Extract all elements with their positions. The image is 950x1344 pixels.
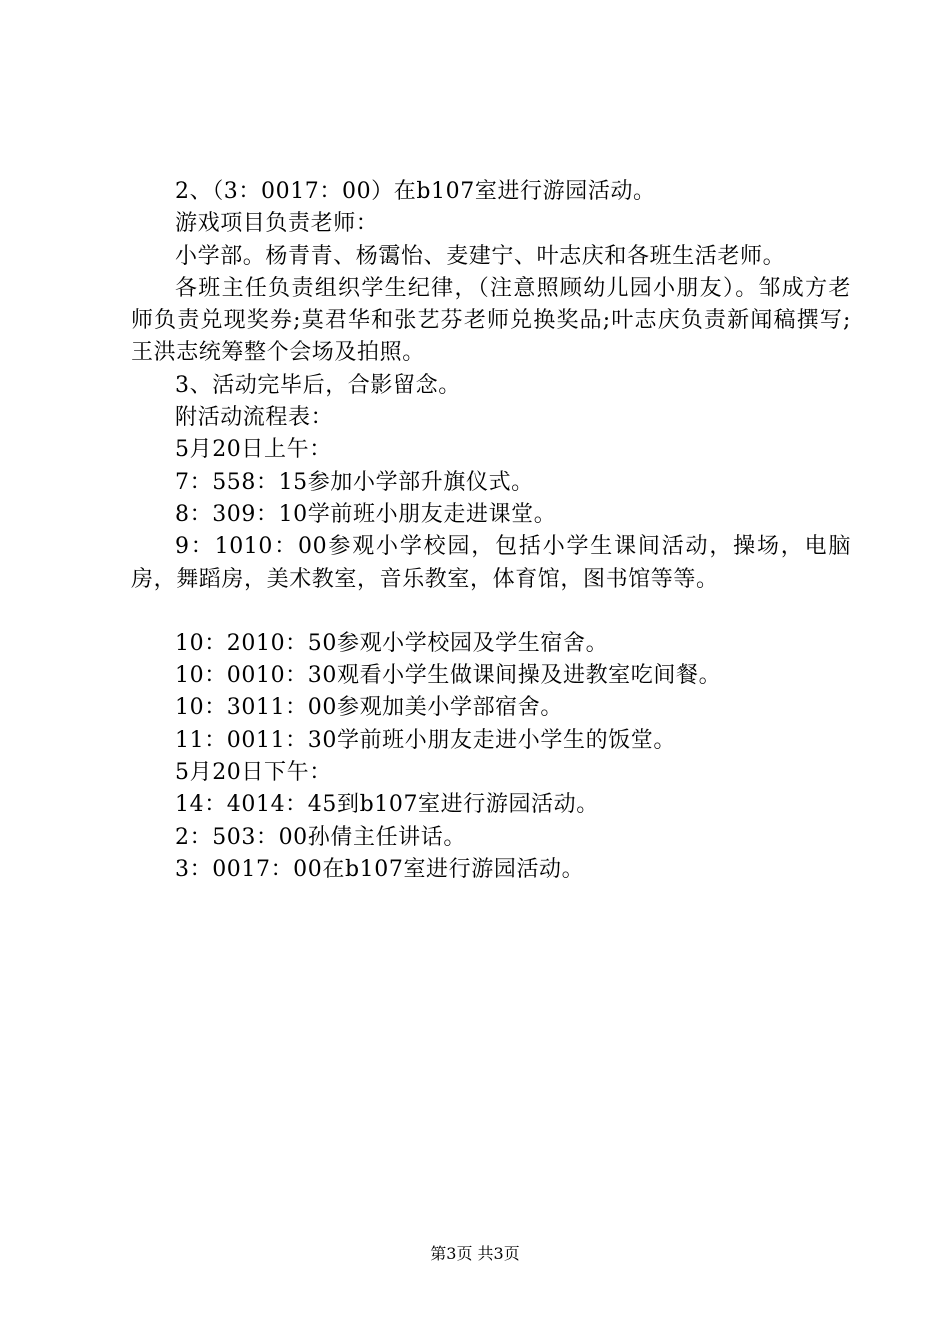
paragraph: 7：558：15参加小学部升旗仪式。 (175, 469, 534, 495)
paragraph: 3：0017：00在b107室进行游园活动。 (175, 856, 585, 882)
paragraph: 5月20日下午： (175, 760, 332, 786)
paragraph: 游戏项目负责老师： (175, 211, 379, 237)
paragraph: 2：503：00孙倩主任讲话。 (175, 824, 466, 850)
paragraph: 3、活动完毕后，合影留念。 (175, 372, 461, 398)
paragraph: 11：0011：30学前班小朋友走进小学生的饭堂。 (175, 727, 676, 753)
paragraph: 8：309：10学前班小朋友走进课堂。 (175, 501, 557, 527)
paragraph: 9：1010：00参观小学校园，包括小学生课间活动，操场，电脑房，舞蹈房，美术教室，音乐教室，体育馆，图书馆等等。 (131, 534, 851, 592)
paragraph: 10：0010：30观看小学生做课间操及进教室吃间餐。 (175, 663, 722, 689)
paragraph: 5月20日上午： (175, 437, 332, 463)
paragraph: 附活动流程表： (175, 405, 334, 431)
blank-line (131, 596, 851, 628)
paragraph: 各班主任负责组织学生纪律，（注意照顾幼儿园小朋友）。邹成方老师负责兑现奖券;莫君华和张艺芬老师兑换奖品;叶志庆负责新闻稿撰写;王洪志统筹整个会场及拍照。 (131, 275, 851, 366)
paragraph: 10：2010：50参观小学校园及学生宿舍。 (175, 630, 609, 656)
paragraph: 10：3011：00参观加美小学部宿舍。 (175, 695, 563, 721)
document-body (131, 176, 851, 886)
page-number-footer: 第3页 共3页 (430, 1244, 520, 1263)
paragraph: 14：4014：45到b107室进行游园活动。 (175, 792, 599, 818)
paragraph: 2、（3：0017：00）在b107室进行游园活动。 (175, 179, 656, 204)
paragraph: 小学部。杨青青、杨霭怡、麦建宁、叶志庆和各班生活老师。 (175, 243, 786, 269)
